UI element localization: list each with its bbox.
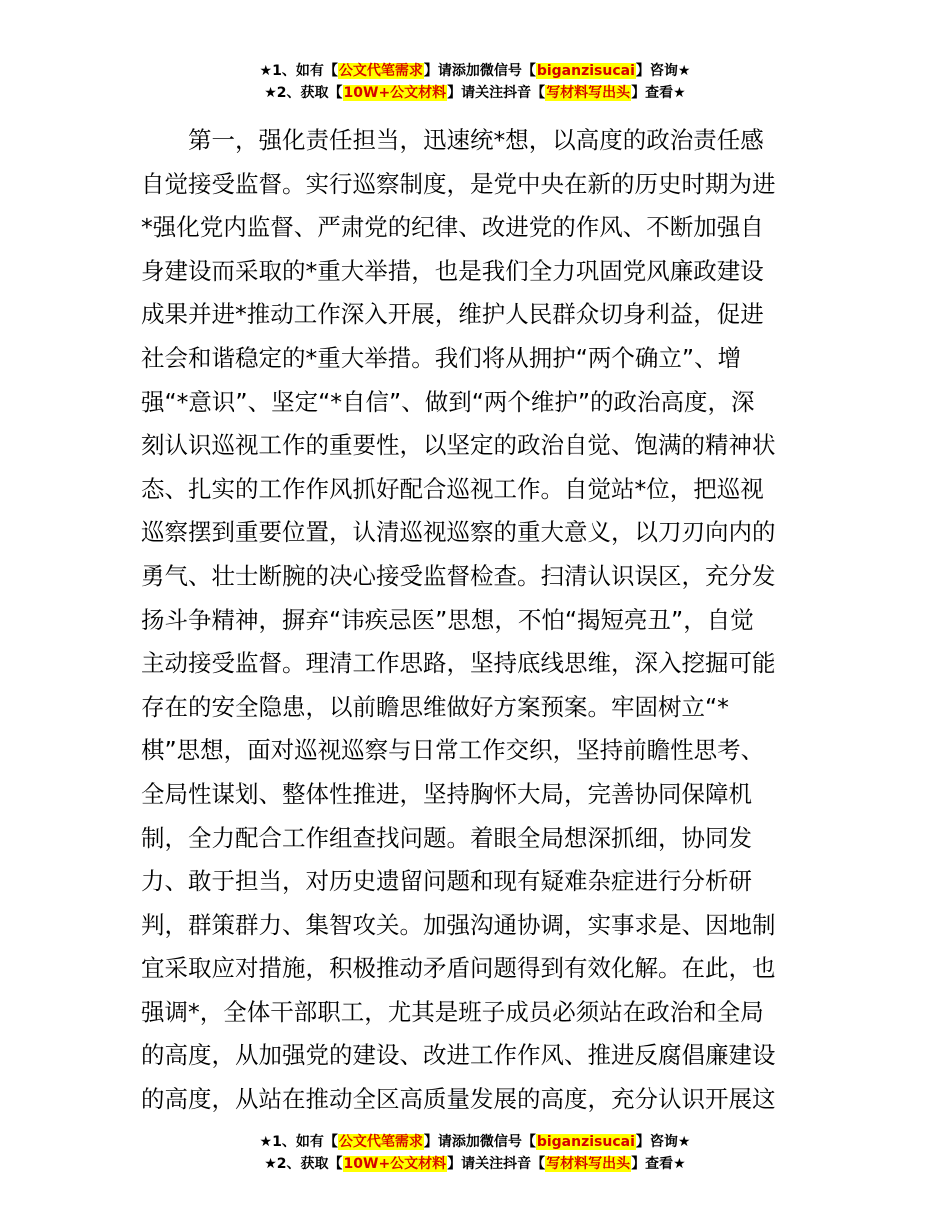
banner-text: ★1、如有【 <box>259 1134 338 1150</box>
body-line: 刻认识巡视工作的重要性，以坚定的政治自觉、饱满的精神状 <box>141 431 776 460</box>
body-line: 判，群策群力、集智攻关。加强沟通协调，实事求是、因地制 <box>141 910 776 939</box>
header-banner <box>0 60 950 104</box>
body-line: 勇气、壮士断腕的决心接受监督检查。扫清认识误区，充分发 <box>141 561 776 590</box>
body-line: 社会和谐稳定的*重大举措。我们将从拥护“两个确立”、增 <box>141 343 742 372</box>
banner-text: 】请关注抖音【 <box>447 1156 546 1172</box>
footer-banner <box>0 1131 950 1175</box>
highlight-text: 10W+公文材料 <box>343 1156 447 1172</box>
highlight-text: 10W+公文材料 <box>343 85 447 101</box>
document-body <box>141 119 811 1122</box>
banner-text: 】咨询★ <box>635 1134 691 1150</box>
banner-text: 】查看★ <box>631 1156 686 1172</box>
body-line: 力、敢于担当，对历史遗留问题和现有疑难杂症进行分析研 <box>141 867 752 896</box>
body-line: 的高度，从站在推动全区高质量发展的高度，充分认识开展这 <box>141 1085 776 1114</box>
body-line: 强“*意识”、坚定“*自信”、做到“两个维护”的政治高度，深 <box>141 387 755 416</box>
body-line: 制，全力配合工作组查找问题。着眼全局想深抓细，协同发 <box>141 823 752 852</box>
douyin-highlight: 写材料写出头 <box>546 85 631 101</box>
body-line: 身建设而采取的*重大举措，也是我们全力巩固党风廉政建设 <box>141 256 764 285</box>
body-line: 主动接受监督。理清工作思路，坚持底线思维，深入挖掘可能 <box>141 649 776 678</box>
banner-text: 】查看★ <box>631 85 686 101</box>
highlight-text: 公文代笔需求 <box>338 63 423 79</box>
banner-text: 】请添加微信号【 <box>423 1134 536 1150</box>
banner-line-1 <box>0 60 950 82</box>
banner-line-2 <box>0 1153 950 1175</box>
body-line: 存在的安全隐患，以前瞻思维做好方案预案。牢固树立“* <box>141 692 729 721</box>
body-line: 扬斗争精神，摒弃“讳疾忌医”思想，不怕“揭短亮丑”，自觉 <box>141 605 754 634</box>
body-line: 全局性谋划、整体性推进，坚持胸怀大局，完善协同保障机 <box>141 779 752 808</box>
body-line: 态、扎实的工作作风抓好配合巡视工作。自觉站*位，把巡视 <box>141 474 764 503</box>
banner-text: ★2、获取【 <box>264 1156 343 1172</box>
banner-text: ★2、获取【 <box>264 85 343 101</box>
body-line: 自觉接受监督。实行巡察制度，是党中央在新的历史时期为进 <box>141 169 776 198</box>
banner-text: 】咨询★ <box>635 63 691 79</box>
banner-line-1 <box>0 1131 950 1153</box>
highlight-text: 公文代笔需求 <box>338 1134 423 1150</box>
wechat-id-highlight: biganzisucai <box>536 63 635 79</box>
banner-text: ★1、如有【 <box>259 63 338 79</box>
douyin-highlight: 写材料写出头 <box>546 1156 631 1172</box>
body-line: 强调*，全体干部职工，尤其是班子成员必须站在政治和全局 <box>141 997 764 1026</box>
banner-text: 】请关注抖音【 <box>447 85 546 101</box>
banner-text: 】请添加微信号【 <box>423 63 536 79</box>
body-line: 第一，强化责任担当，迅速统*想，以高度的政治责任感 <box>141 126 764 154</box>
body-line: 的高度，从加强党的建设、改进工作作风、推进反腐倡廉建设 <box>141 1041 776 1070</box>
body-line: *强化党内监督、严肃党的纪律、改进党的作风、不断加强自 <box>141 213 764 242</box>
body-line: 棋”思想，面对巡视巡察与日常工作交织，坚持前瞻性思考、 <box>141 736 765 765</box>
body-line: 巡察摆到重要位置，认清巡视巡察的重大意义，以刀刃向内的 <box>141 518 776 547</box>
wechat-id-highlight: biganzisucai <box>536 1134 635 1150</box>
body-line: 宜采取应对措施，积极推动矛盾问题得到有效化解。在此，也 <box>141 954 776 983</box>
body-line: 成果并进*推动工作深入开展，维护人民群众切身利益，促进 <box>141 300 764 329</box>
banner-line-2 <box>0 82 950 104</box>
